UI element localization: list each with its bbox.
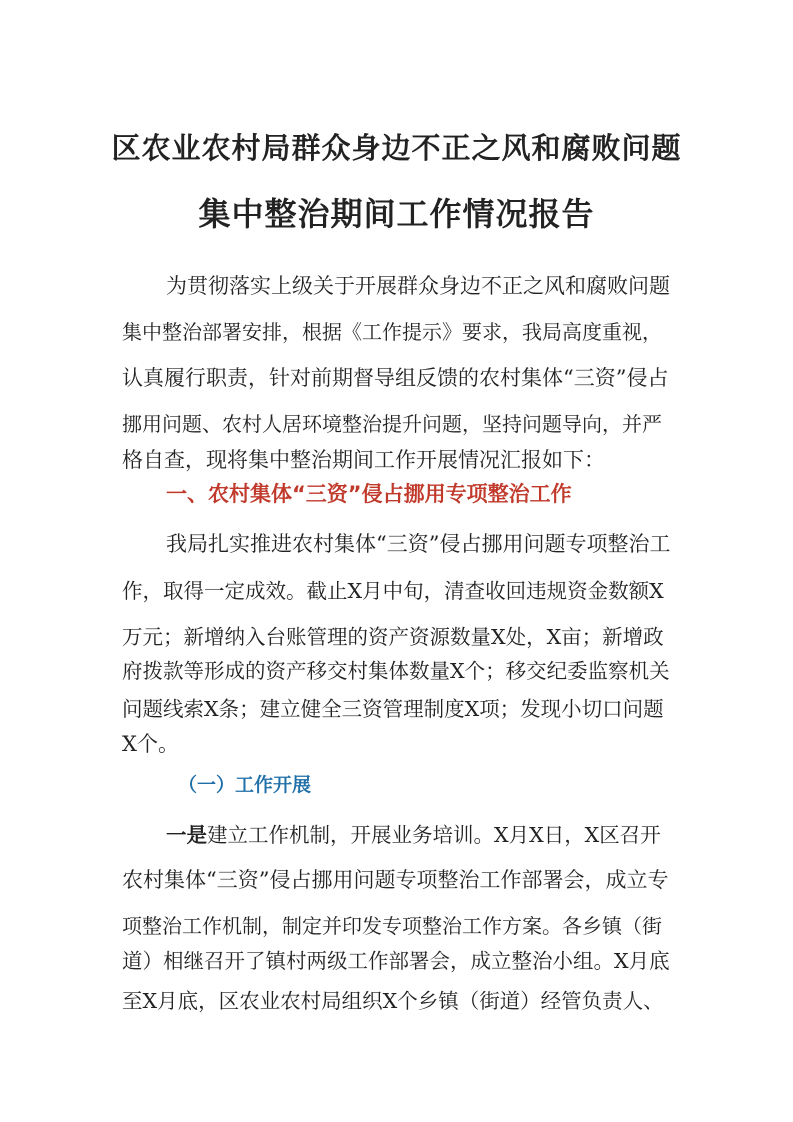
subsection1-line-5: 至X月底，区农业农村局组织X个乡镇（街道）经管负责人、 (122, 989, 664, 1013)
subsection1-line-1 (166, 818, 661, 848)
subsection1-line-4: 道）相继召开了镇村两级工作部署会，成立整治小组。X月底 (122, 949, 670, 973)
section1-line-5: 问题线索X条；建立健全三资管理制度X项；发现小切口问题 (122, 697, 664, 721)
subsection-heading-1: （一）工作开展 (178, 774, 312, 796)
intro-line-5: 格自查，现将集中整治期间工作开展情况汇报如下： (122, 448, 605, 472)
intro-line-4: 挪用问题、农村人居环境整治提升问题，坚持问题导向，并严 (122, 412, 662, 436)
section1-line-1: 我局扎实推进农村集体“三资”侵占挪用问题专项整治工 (166, 532, 671, 556)
section1-line-6: X个。 (122, 732, 179, 756)
intro-line-3: 认真履行职责，针对前期督导组反馈的农村集体“三资”侵占 (122, 366, 669, 390)
section1-line-4: 府拨款等形成的资产移交村集体数量X个；移交纪委监察机关 (122, 659, 670, 683)
subsection1-line-2: 农村集体“三资”侵占挪用问题专项整治工作部署会，成立专 (122, 868, 669, 892)
subsection1-line-1-text: 建立工作机制，开展业务培训。X月X日，X区召开 (207, 823, 661, 847)
section-heading-1: 一、农村集体“三资”侵占挪用专项整治工作 (166, 482, 572, 506)
title-line-2: 集中整治期间工作情况报告 (198, 195, 595, 233)
subsection1-line-3: 项整治工作机制，制定并印发专项整治工作方案。各乡镇（街 (122, 914, 662, 938)
title-line-1: 区农业农村局群众身边不正之风和腐败问题 (111, 131, 682, 165)
section1-line-3: 万元；新增纳入台账管理的资产资源数量X处，X亩；新增政 (122, 625, 664, 649)
lead-bold-text: 一是 (166, 823, 207, 847)
section1-line-2: 作，取得一定成效。截止X月中旬，清查收回违规资金数额X (122, 579, 664, 603)
intro-line-1: 为贯彻落实上级关于开展群众身边不正之风和腐败问题 (166, 274, 670, 298)
intro-line-2: 集中整治部署安排，根据《工作提示》要求，我局高度重视， (122, 320, 662, 344)
